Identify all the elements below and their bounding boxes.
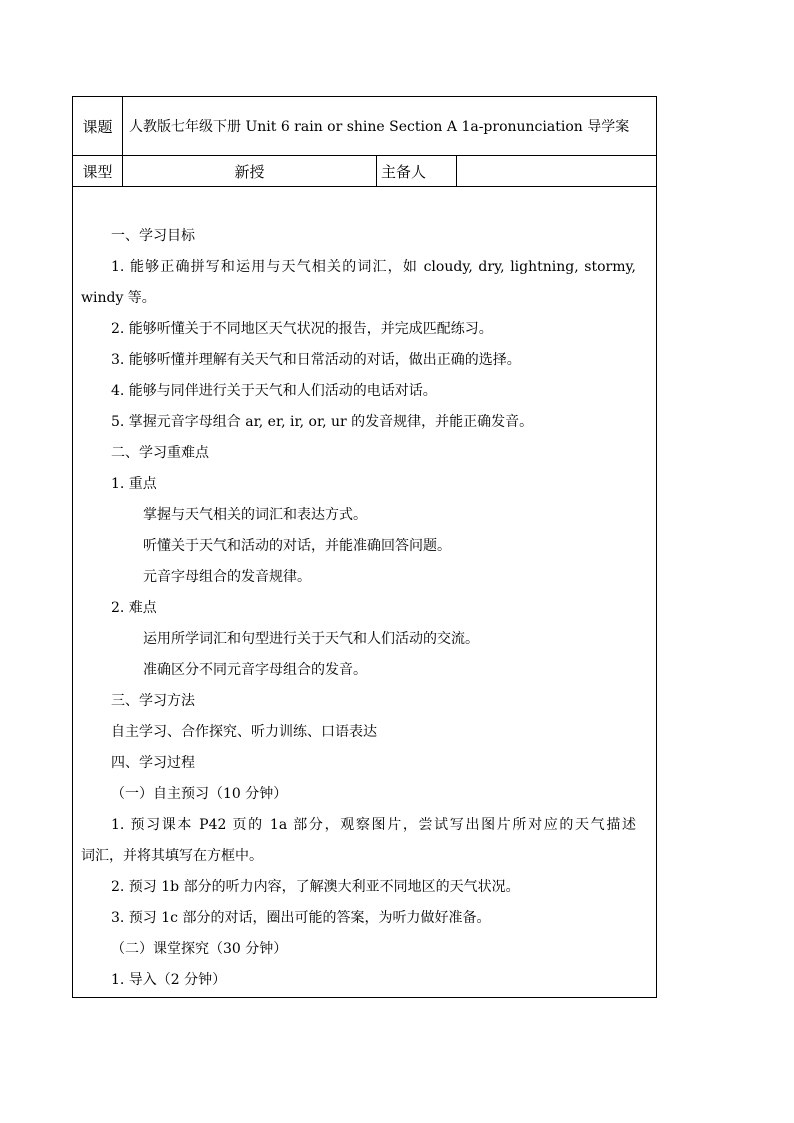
classroom-step-1: 1. 导入（2 分钟） [111, 972, 227, 988]
preparer-label: 主备人 [377, 156, 457, 187]
content-cell [73, 187, 657, 998]
preview-step-1: 1. 预习课本 P42 页的 1a 部分，观察图片，尝试写出图片所对应的天气描述 [111, 817, 636, 833]
title-row [73, 97, 657, 156]
key-point-3: 元音字母组合的发音规律。 [143, 569, 311, 585]
lesson-type: 新授 [123, 156, 377, 187]
content-row [73, 187, 657, 998]
objective-1: 1. 能够正确拼写和运用与天气相关的词汇，如 cloudy, dry, lightning, stormy, [111, 259, 636, 275]
methods-text: 自主学习、合作探究、听力训练、口语表达 [111, 724, 377, 740]
objective-4: 4. 能够与同伴进行关于天气和人们活动的电话对话。 [111, 383, 437, 399]
objective-1-continued: windy 等。 [81, 290, 156, 306]
subsection-preview: （一）自主预习（10 分钟） [111, 786, 288, 802]
section-heading-methods: 三、学习方法 [111, 693, 195, 709]
preview-step-1-continued: 词汇，并将其填写在方框中。 [81, 848, 263, 864]
preview-step-2: 2. 预习 1b 部分的听力内容，了解澳大利亚不同地区的天气状况。 [111, 879, 520, 895]
difficult-point-2: 准确区分不同元音字母组合的发音。 [143, 662, 367, 678]
key-point-2: 听懂关于天气和活动的对话，并能准确回答问题。 [143, 538, 451, 554]
objective-3: 3. 能够听懂并理解有关天气和日常活动的对话，做出正确的选择。 [111, 352, 521, 368]
key-points-label: 1. 重点 [111, 476, 157, 492]
section-heading-objectives: 一、学习目标 [111, 228, 195, 244]
preview-step-3: 3. 预习 1c 部分的对话，圈出可能的答案，为听力做好准备。 [111, 910, 491, 926]
key-point-1: 掌握与天气相关的词汇和表达方式。 [143, 507, 367, 523]
lesson-plan-table [72, 96, 657, 998]
lesson-title: 人教版七年级下册 Unit 6 rain or shine Section A 1a-pronunciation 导学案 [123, 97, 657, 156]
title-label: 课题 [73, 97, 123, 156]
difficult-point-1: 运用所学词汇和句型进行关于天气和人们活动的交流。 [143, 631, 479, 647]
section-heading-key-points: 二、学习重难点 [111, 445, 209, 461]
type-label: 课型 [73, 156, 123, 187]
objective-2: 2. 能够听懂关于不同地区天气状况的报告，并完成匹配练习。 [111, 321, 493, 337]
subsection-classroom: （二）课堂探究（30 分钟） [111, 941, 288, 957]
section-heading-process: 四、学习过程 [111, 755, 195, 771]
difficult-points-label: 2. 难点 [111, 600, 157, 616]
preparer-value [457, 156, 657, 187]
type-row [73, 156, 657, 187]
content-body [73, 187, 656, 996]
objective-5: 5. 掌握元音字母组合 ar, er, ir, or, ur 的发音规律，并能正确发音。 [111, 414, 534, 430]
